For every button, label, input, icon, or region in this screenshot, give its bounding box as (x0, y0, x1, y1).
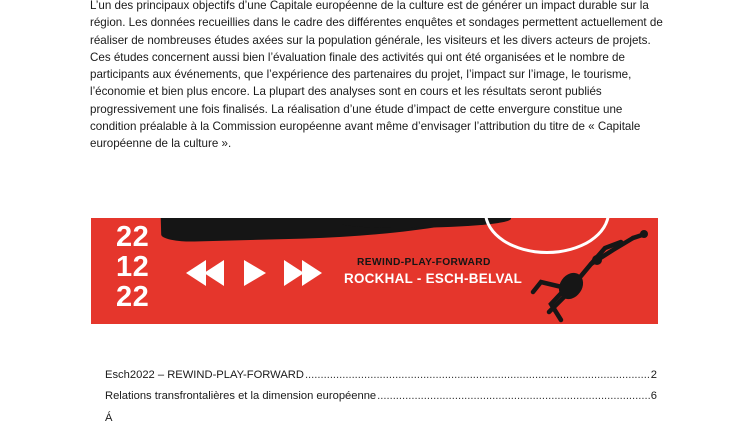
banner-subtitle: REWIND-PLAY-FORWARD (357, 257, 491, 268)
toc-entry[interactable] (105, 412, 657, 424)
toc-title: Esch2022 – REWIND-PLAY-FORWARD (105, 369, 304, 381)
fast-forward-icon (284, 260, 322, 286)
toc-entry[interactable] (105, 369, 657, 381)
banner-date (116, 222, 149, 312)
toc-page: 2 (650, 369, 657, 381)
toc-title: Relations transfrontalières et la dimension européenne (105, 390, 377, 402)
date-day: 22 (116, 221, 150, 253)
media-controls (186, 258, 326, 288)
toc-title: Á (105, 412, 113, 424)
event-banner (91, 218, 658, 324)
toc-page: 6 (650, 390, 657, 402)
toc-leader (377, 390, 650, 402)
play-icon (244, 260, 266, 286)
toc-leader (305, 369, 650, 381)
date-month: 12 (116, 251, 150, 283)
toc-entry[interactable] (105, 390, 657, 402)
banner-venue: ROCKHAL - ESCH-BELVAL (344, 271, 523, 286)
rewind-icon (186, 260, 224, 286)
intro-paragraph: L’un des principaux objectifs d’une Capitale européenne de la culture est de générer un impact durable sur la région. Les données recueillies dans le cadre des différentes enquêtes et sondages permettent actuellement de réaliser de nombreuses études axées sur la population générale, les visiteurs et les divers acteurs de projets. Ces études concernent aussi bien l’évaluation finale des activités qui ont été organisées et le nombre de participants aux événements, que l’expérience des partenaires du projet, l’impact sur l’image, le tourisme, l’économie et bien plus encore. La plupart des analyses sont en cours et les résultats seront publiés progressivement une fois finalisés. La réalisation d’une étude d’impact de cette envergure constitue une condition préalable à la Commission européenne avant même d’envisager l’attribution du titre de « Capitale européenne de la culture ». (90, 0, 663, 151)
dancer-figure (521, 220, 658, 324)
date-year: 22 (116, 281, 150, 313)
